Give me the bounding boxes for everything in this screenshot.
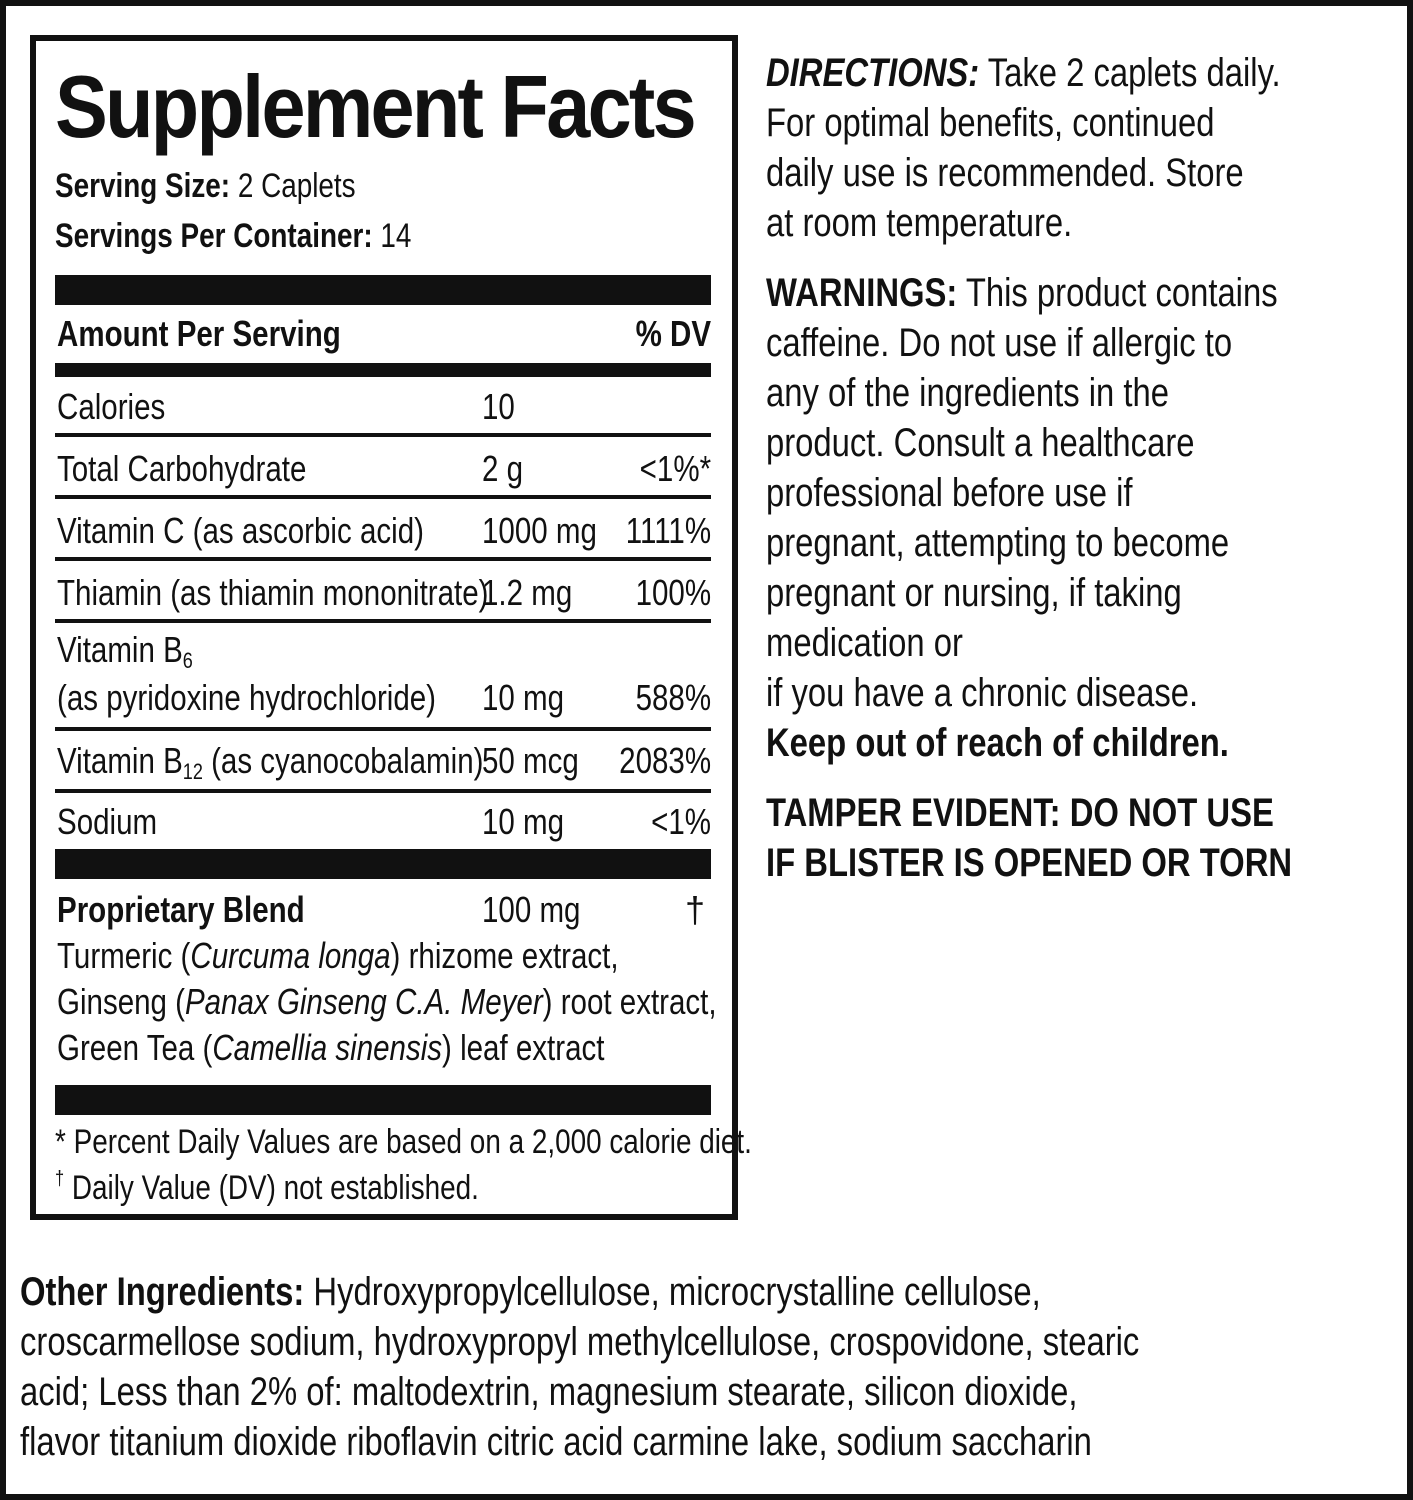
thick-divider	[55, 1085, 711, 1115]
keep-out-of-reach: Keep out of reach of children.	[766, 721, 1229, 765]
blend-name: Proprietary Blend	[57, 889, 305, 930]
servings-per-container-label: Servings Per Container:	[55, 217, 373, 255]
nutrient-row-vitamin-b12	[55, 731, 711, 793]
footnotes	[55, 1115, 752, 1211]
directions: DIRECTIONS: Take 2 caplets daily. For optimal benefits, continued daily use is recommended. Store at room temperature.	[766, 51, 1281, 245]
nutrient-name-detail: (as pyridoxine hydrochloride)	[57, 677, 437, 718]
nutrient-row-total-carbohydrate	[55, 437, 711, 499]
nutrient-dv: <1%	[651, 801, 711, 842]
nutrient-amount: 50 mcg	[482, 740, 579, 781]
nutrient-amount: 10	[482, 386, 515, 427]
amount-header-row	[55, 305, 711, 363]
thick-divider	[55, 275, 711, 305]
dv-header: % DV	[635, 313, 711, 354]
nutrient-dv: 588%	[635, 677, 711, 718]
directions-label: DIRECTIONS:	[766, 51, 980, 95]
footnote-dv-not-established: † Daily Value (DV) not established.	[55, 1168, 479, 1207]
nutrient-amount: 1000 mg	[482, 510, 597, 551]
blend-ingredient-line: Ginseng (Panax Ginseng C.A. Meyer) root extract,	[57, 981, 717, 1022]
nutrient-amount: 10 mg	[482, 677, 565, 718]
other-ingredients: Other Ingredients: Hydroxypropylcellulose, microcrystalline cellulose, croscarmellose sodium, hydroxypropyl methylcellulose, crospovidone, stearic acid; Less than 2% of: maltodextrin, magnesium stearate, silicon dioxide, flavor titanium dioxide riboflavin citric acid carmine lake, sodium saccharin	[20, 1270, 1140, 1464]
thick-divider	[55, 849, 711, 879]
directions-warnings-column	[766, 48, 1386, 908]
blend-dv-mark: †	[684, 889, 705, 930]
nutrient-dv: 1111%	[625, 510, 711, 551]
warnings: WARNINGS: This product contains caffeine. Do not use if allergic to any of the ingredients in the product. Consult a healthcare professional before use if pregnant, attempting to become pregnant or nursing, if taking medication or if you have a chronic disease. Keep out of reach of children.	[766, 268, 1386, 768]
blend-ingredient-line: Green Tea (Camellia sinensis) leaf extract	[57, 1027, 605, 1068]
nutrient-amount: 1.2 mg	[482, 572, 573, 613]
supplement-facts-title: Supplement Facts	[55, 57, 694, 156]
nutrient-name: Sodium	[57, 801, 158, 842]
nutrient-dv: 100%	[635, 572, 711, 613]
nutrient-dv: 2083%	[619, 740, 711, 781]
amount-per-serving-header: Amount Per Serving	[57, 313, 341, 354]
blend-amount: 100 mg	[482, 889, 581, 930]
nutrient-amount: 2 g	[482, 448, 524, 489]
nutrient-name: Thiamin (as thiamin mononitrate)	[57, 572, 489, 613]
nutrient-name: Calories	[57, 386, 166, 427]
nutrient-row-vitamin-b6	[55, 623, 711, 731]
proprietary-blend	[55, 879, 717, 1085]
nutrient-row-sodium	[55, 793, 711, 849]
nutrient-name: Total Carbohydrate	[57, 448, 307, 489]
supplement-facts-panel	[30, 35, 752, 1220]
nutrient-row-thiamin	[55, 561, 711, 623]
nutrient-name: Vitamin $B_{12}$ (as cyanocobalamin)	[57, 740, 484, 784]
nutrient-amount: 10 mg	[482, 801, 565, 842]
blend-ingredient-line: Turmeric (Curcuma longa) rhizome extract,	[57, 935, 619, 976]
nutrient-row-vitamin-c	[55, 499, 711, 561]
warnings-label: WARNINGS:	[766, 271, 958, 315]
servings-per-container	[55, 211, 711, 261]
servings-per-container-value: 14	[380, 217, 412, 255]
footnote-daily-values: * Percent Daily Values are based on a 2,000 calorie diet.	[55, 1123, 752, 1161]
other-ingredients-label: Other Ingredients:	[20, 1270, 305, 1314]
nutrient-row-calories	[55, 377, 711, 437]
nutrient-name: Vitamin $B_6$	[57, 629, 193, 673]
medium-divider	[55, 363, 711, 377]
tamper-evident-notice: TAMPER EVIDENT: DO NOT USE IF BLISTER IS OPENED OR TORN	[766, 791, 1293, 885]
nutrient-name: Vitamin C (as ascorbic acid)	[57, 510, 424, 551]
serving-size-value: 2 Caplets	[237, 167, 356, 205]
serving-size	[55, 161, 711, 211]
serving-size-label: Serving Size:	[55, 167, 231, 205]
nutrient-dv: <1%*	[639, 448, 711, 489]
